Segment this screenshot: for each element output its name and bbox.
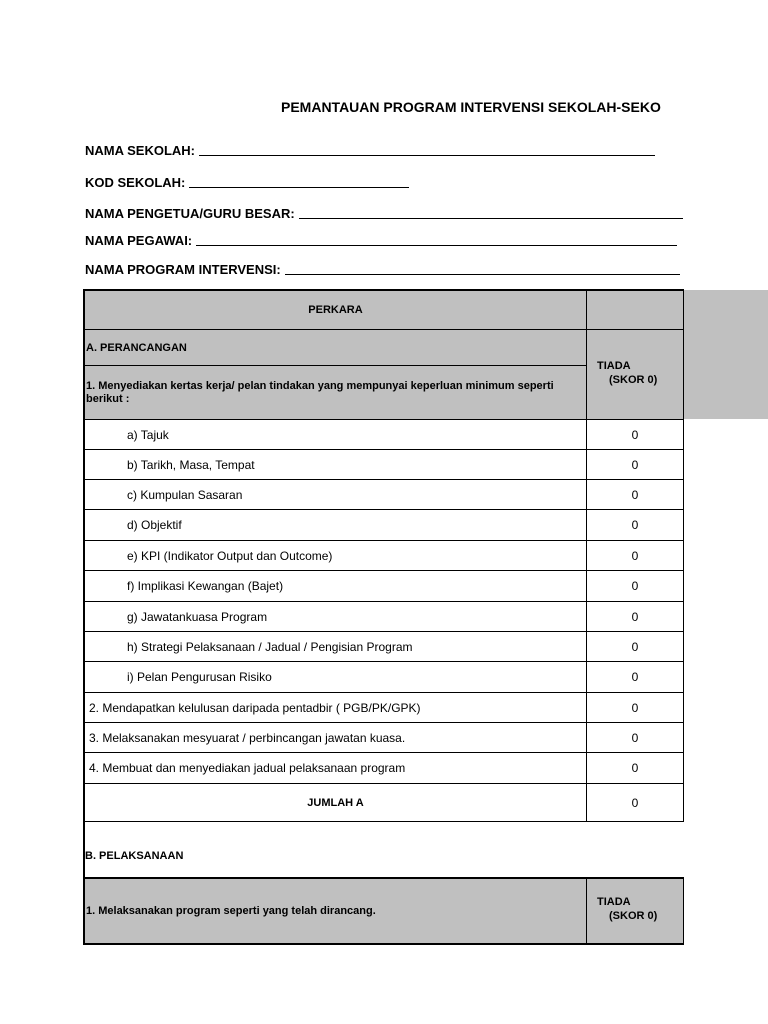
nama-program-line[interactable] [285,262,680,275]
field-label: NAMA PENGETUA/GURU BESAR: [85,206,295,221]
item1-text: 1. Menyediakan kertas kerja/ pelan tindakan yang mempunyai keperluan minimum seperti berikut : [86,380,554,405]
field-label: NAMA SEKOLAH: [85,143,196,158]
row-label: e) KPI (Indikator Output dan Outcome) [85,541,587,570]
table-row [83,450,684,480]
section-a-title-cell [85,330,587,366]
section-a-title: A. PERANCANGAN [86,341,187,354]
nama-sekolah-line[interactable] [199,143,655,156]
row-score[interactable]: 0 [631,518,639,532]
row-score[interactable]: 0 [631,730,639,745]
header-perkara: PERKARA [85,291,587,329]
table-row [83,480,684,510]
table-row [83,662,684,693]
row-score[interactable]: 0 [631,761,639,775]
row-label: i) Pelan Pengurusan Risiko [85,662,587,692]
table-row [83,602,684,632]
header-score-cell [587,291,683,329]
row-score[interactable]: 0 [631,579,639,593]
nama-pengetua-line[interactable] [299,206,683,219]
row-score[interactable]: 0 [631,457,639,472]
table-row [83,693,684,723]
row-label: a) Tajuk [85,420,587,449]
row-score[interactable]: 0 [631,639,639,654]
row-score[interactable]: 0 [631,670,639,684]
table-header-row [83,289,684,330]
field-nama-pengetua [85,206,683,221]
jumlah-score: 0 [631,795,639,810]
section-b-row [83,877,684,945]
row-label: 4. Membuat dan menyediakan jadual pelaksanaan program [85,753,587,783]
item1-cell [85,366,587,420]
kod-sekolah-line[interactable] [189,175,409,188]
row-label: f) Implikasi Kewangan (Bajet) [85,571,587,601]
table-row [83,510,684,541]
table-row [83,571,684,602]
page-title: PEMANTAUAN PROGRAM INTERVENSI SEKOLAH-SEKO [281,99,661,115]
field-kod-sekolah [85,175,409,190]
field-label: KOD SEKOLAH: [85,175,186,190]
score-skor-label: (SKOR 0) [609,374,658,386]
row-label: g) Jawatankuasa Program [85,602,587,631]
field-nama-sekolah [85,143,655,158]
jumlah-row [83,784,684,822]
row-label: 2. Mendapatkan kelulusan daripada pentadbir ( PGB/PK/GPK) [85,693,587,722]
field-label: NAMA PEGAWAI: [85,233,193,248]
jumlah-label: JUMLAH A [85,784,587,821]
row-label: c) Kumpulan Sasaran [85,480,587,509]
nama-pegawai-line[interactable] [196,233,677,246]
row-score[interactable]: 0 [631,427,639,442]
section-a-block [83,330,684,420]
table-row [83,723,684,753]
field-nama-program [85,262,680,277]
field-label: NAMA PROGRAM INTERVENSI: [85,262,281,277]
section-b-item1: 1. Melaksanakan program seperti yang telah dirancang. [85,879,587,943]
score-tiada-label: TIADA [597,896,631,908]
row-score[interactable]: 0 [631,700,639,715]
score-skor-label: (SKOR 0) [609,910,658,922]
row-score[interactable]: 0 [631,487,639,502]
row-score[interactable]: 0 [631,609,639,624]
table-row [83,541,684,571]
row-label: h) Strategi Pelaksanaan / Jadual / Pengisian Program [85,632,587,661]
row-label: 3. Melaksanakan mesyuarat / perbincangan jawatan kuasa. [85,723,587,752]
gray-side-panel [684,290,768,419]
row-label: d) Objektif [85,510,587,540]
section-b-title: B. PELAKSANAAN [85,850,184,862]
row-label: b) Tarikh, Masa, Tempat [85,450,587,479]
table-row [83,420,684,450]
table-row [83,753,684,784]
table-row [83,632,684,662]
field-nama-pegawai [85,233,677,248]
score-tiada-label: TIADA [597,360,631,372]
row-score[interactable]: 0 [631,548,639,563]
